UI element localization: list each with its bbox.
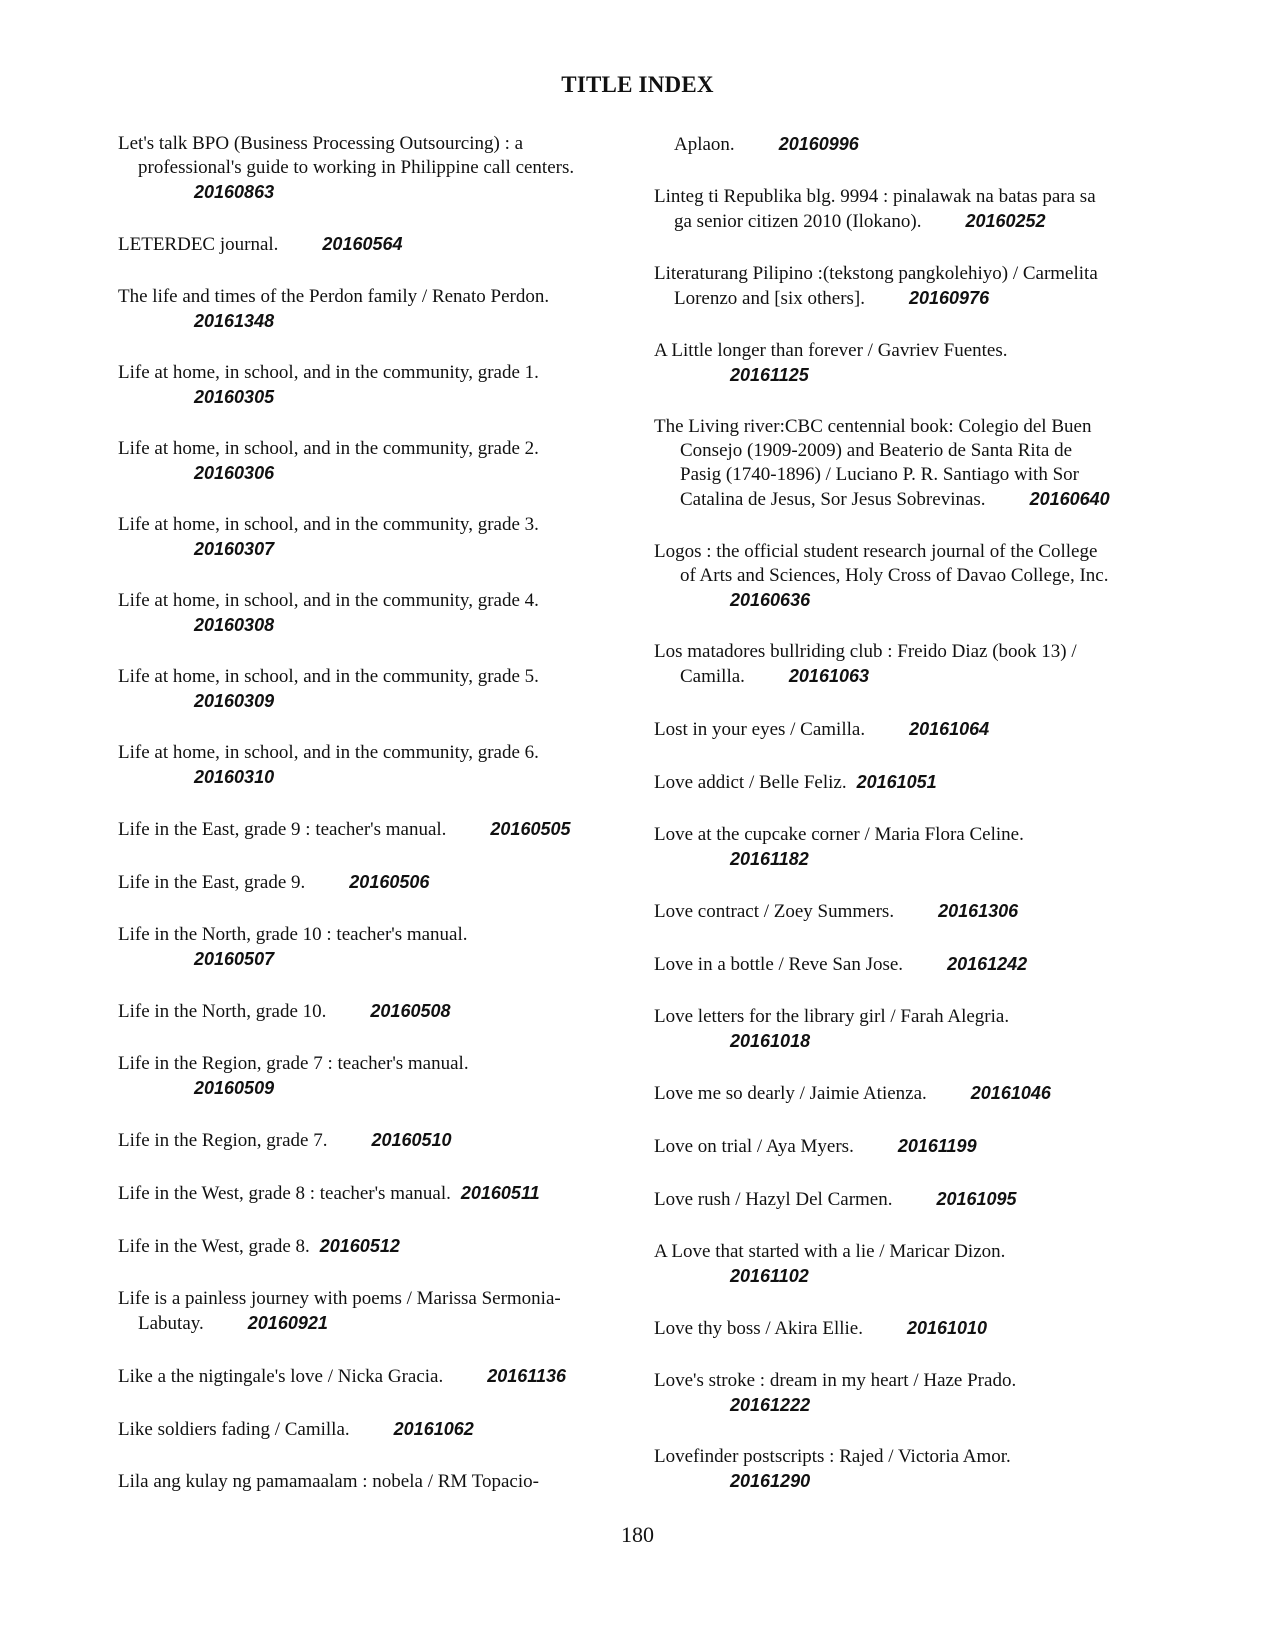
entry-title-line: professional's guide to working in Philippine call centers. (138, 157, 575, 178)
entry-title-line: Life in the Region, grade 7. (118, 1130, 328, 1151)
index-entry (118, 285, 618, 333)
entry-title-line: Love in a bottle / Reve San Jose. (654, 954, 904, 975)
entry-number: 20161136 (487, 1366, 566, 1386)
entry-title-line: Lost in your eyes / Camilla. (654, 719, 866, 740)
entry-title-line: A Little longer than forever / Gavriev Fuentes. (654, 340, 1008, 361)
index-entry (654, 540, 1154, 612)
entry-title-line: Linteg ti Republika blg. 9994 : pinalawak na batas para sa (654, 186, 1096, 207)
entry-title-line: Love contract / Zoey Summers. (654, 901, 895, 922)
entry-number: 20161062 (393, 1419, 474, 1439)
index-entry (118, 1234, 618, 1259)
entry-title-line: Life at home, in school, and in the community, grade 2. (118, 438, 539, 459)
entry-number: 20161063 (788, 666, 869, 686)
entry-title-line: Life in the North, grade 10. (118, 1001, 327, 1022)
entry-title-line: Love on trial / Aya Myers. (654, 1136, 854, 1157)
index-entry (118, 741, 618, 789)
entry-title-line: Logos : the official student research journal of the College (654, 541, 1098, 562)
entry-title-line: The life and times of the Perdon family / Renato Perdon. (118, 286, 550, 307)
entry-title-line: Lila ang kulay ng pamamaalam : nobela / RM Topacio- (118, 1471, 539, 1492)
index-entry (654, 415, 1154, 512)
entry-title-line: Camilla. (680, 666, 745, 687)
index-entry (654, 1005, 1154, 1053)
entry-title-line: Lorenzo and [six others]. (674, 288, 865, 309)
entry-number: 20160506 (349, 872, 430, 892)
entry-title-line: Life in the West, grade 8 : teacher's manual. (118, 1183, 451, 1204)
entry-number: 20160863 (194, 182, 275, 202)
entry-title-line: Life in the Region, grade 7 : teacher's manual. (118, 1053, 469, 1074)
index-entry (118, 1470, 618, 1494)
entry-title-line: Love me so dearly / Jaimie Atienza. (654, 1083, 927, 1104)
index-entry (654, 262, 1154, 311)
entry-number: 20161242 (947, 954, 1028, 974)
entry-title-line: Let's talk BPO (Business Processing Outsourcing) : a (118, 133, 524, 154)
entry-title-line: A Love that started with a lie / Maricar Dizon. (654, 1241, 1006, 1262)
index-entry (654, 132, 1154, 157)
entry-number: 20160636 (730, 590, 811, 610)
entry-title-line: Literaturang Pilipino :(tekstong pangkolehiyo) / Carmelita (654, 263, 1098, 284)
entry-number: 20160976 (909, 288, 990, 308)
index-entry (654, 1187, 1154, 1212)
entry-number: 20160510 (371, 1130, 452, 1150)
index-entry (118, 513, 618, 561)
index-entry (654, 1081, 1154, 1106)
entry-title-line: Los matadores bullriding club : Freido Diaz (book 13) / (654, 641, 1077, 662)
entry-title-line: Love letters for the library girl / Farah Alegria. (654, 1006, 1010, 1027)
entry-number: 20161290 (730, 1471, 811, 1491)
entry-number: 20161051 (856, 772, 937, 792)
index-entry (118, 999, 618, 1024)
index-entry (118, 1052, 618, 1100)
page-number: 180 (621, 1522, 654, 1547)
entry-number: 20160512 (319, 1236, 400, 1256)
index-column-left (118, 132, 618, 1522)
entry-title-line: Pasig (1740-1896) / Luciano P. R. Santiago with Sor (680, 464, 1079, 485)
entry-title-line: Life at home, in school, and in the community, grade 1. (118, 362, 539, 383)
entry-number: 20160507 (194, 949, 275, 969)
index-entry (118, 232, 618, 257)
entry-title-line: Life in the East, grade 9 : teacher's manual. (118, 819, 447, 840)
entry-title-line: Like soldiers fading / Camilla. (118, 1419, 350, 1440)
entry-number: 20160310 (194, 767, 275, 787)
entry-title-line: Life in the North, grade 10 : teacher's manual. (118, 924, 468, 945)
entry-title-line: Love thy boss / Akira Ellie. (654, 1318, 863, 1339)
entry-number: 20161222 (730, 1395, 811, 1415)
entry-title-line: Life at home, in school, and in the community, grade 3. (118, 514, 539, 535)
entry-number: 20161010 (906, 1318, 988, 1338)
entry-title-line: Aplaon. (674, 134, 735, 155)
entry-number: 20160640 (1029, 489, 1110, 509)
entry-title-line: Life at home, in school, and in the community, grade 4. (118, 590, 539, 611)
index-entry (654, 952, 1154, 977)
index-entry (118, 1287, 618, 1336)
entry-number: 20160305 (194, 387, 275, 407)
entry-number: 20160921 (247, 1313, 328, 1333)
index-entry (118, 870, 618, 895)
entry-number: 20160307 (194, 539, 275, 559)
index-entry (118, 1128, 618, 1153)
entry-number: 20161046 (970, 1083, 1051, 1103)
index-entry (654, 185, 1154, 234)
entry-title-line: Catalina de Jesus, Sor Jesus Sobrevinas. (680, 489, 986, 510)
entry-title-line: Life in the West, grade 8. (118, 1236, 310, 1257)
entry-title-line: Labutay. (138, 1313, 204, 1334)
index-entry (118, 589, 618, 637)
entry-number: 20160509 (194, 1078, 275, 1098)
entry-number: 20161125 (730, 365, 809, 385)
entry-number: 20161018 (730, 1031, 811, 1051)
index-entry (654, 1134, 1154, 1159)
index-entry (118, 361, 618, 409)
entry-number: 20160306 (194, 463, 275, 483)
entry-number: 20160309 (194, 691, 275, 711)
index-entry (118, 665, 618, 713)
entry-number: 20161064 (909, 719, 990, 739)
index-entry (118, 437, 618, 485)
entry-title-line: Love rush / Hazyl Del Carmen. (654, 1189, 893, 1210)
page-title: TITLE INDEX (561, 72, 714, 97)
entry-number: 20161348 (194, 311, 275, 331)
index-entry (118, 817, 618, 842)
entry-title-line: Life at home, in school, and in the community, grade 6. (118, 742, 539, 763)
index-column-right (654, 132, 1154, 1521)
index-entry (118, 1364, 618, 1389)
entry-number: 20161095 (936, 1189, 1017, 1209)
index-entry (118, 923, 618, 971)
index-entry (118, 1181, 618, 1206)
entry-title-line: Love at the cupcake corner / Maria Flora Celine. (654, 824, 1024, 845)
entry-title-line: of Arts and Sciences, Holy Cross of Davao College, Inc. (680, 565, 1109, 586)
entry-number: 20160511 (460, 1183, 540, 1203)
index-entry (654, 717, 1154, 742)
index-entry (654, 1316, 1154, 1341)
index-entry (118, 132, 618, 204)
entry-title-line: Consejo (1909-2009) and Beaterio de Santa Rita de (680, 440, 1073, 461)
entry-number: 20160505 (490, 819, 571, 839)
index-entry (654, 1369, 1154, 1417)
entry-title-line: Life at home, in school, and in the community, grade 5. (118, 666, 539, 687)
entry-title-line: LETERDEC journal. (118, 234, 279, 255)
entry-title-line: Love's stroke : dream in my heart / Haze Prado. (654, 1370, 1017, 1391)
entry-number: 20161182 (730, 849, 809, 869)
index-entry (118, 1417, 618, 1442)
entry-number: 20160252 (965, 211, 1046, 231)
entry-title-line: Love addict / Belle Feliz. (654, 772, 847, 793)
entry-title-line: Life in the East, grade 9. (118, 872, 306, 893)
entry-number: 20161306 (938, 901, 1019, 921)
entry-number: 20160564 (322, 234, 403, 254)
entry-number: 20160508 (370, 1001, 451, 1021)
entry-title-line: The Living river:CBC centennial book: Colegio del Buen (654, 416, 1092, 437)
entry-number: 20160308 (194, 615, 275, 635)
index-entry (654, 823, 1154, 871)
entry-title-line: Like a the nigtingale's love / Nicka Gracia. (118, 1366, 444, 1387)
index-entry (654, 339, 1154, 387)
entry-number: 20161199 (897, 1136, 977, 1156)
index-entry (654, 640, 1154, 689)
index-entry (654, 1445, 1154, 1493)
index-entry (654, 770, 1154, 795)
entry-number: 20161102 (730, 1266, 809, 1286)
entry-title-line: Life is a painless journey with poems / Marissa Sermonia- (118, 1288, 561, 1309)
entry-number: 20160996 (778, 134, 859, 154)
index-entry (654, 899, 1154, 924)
index-entry (654, 1240, 1154, 1288)
entry-title-line: ga senior citizen 2010 (Ilokano). (674, 211, 922, 232)
entry-title-line: Lovefinder postscripts : Rajed / Victoria Amor. (654, 1446, 1011, 1467)
